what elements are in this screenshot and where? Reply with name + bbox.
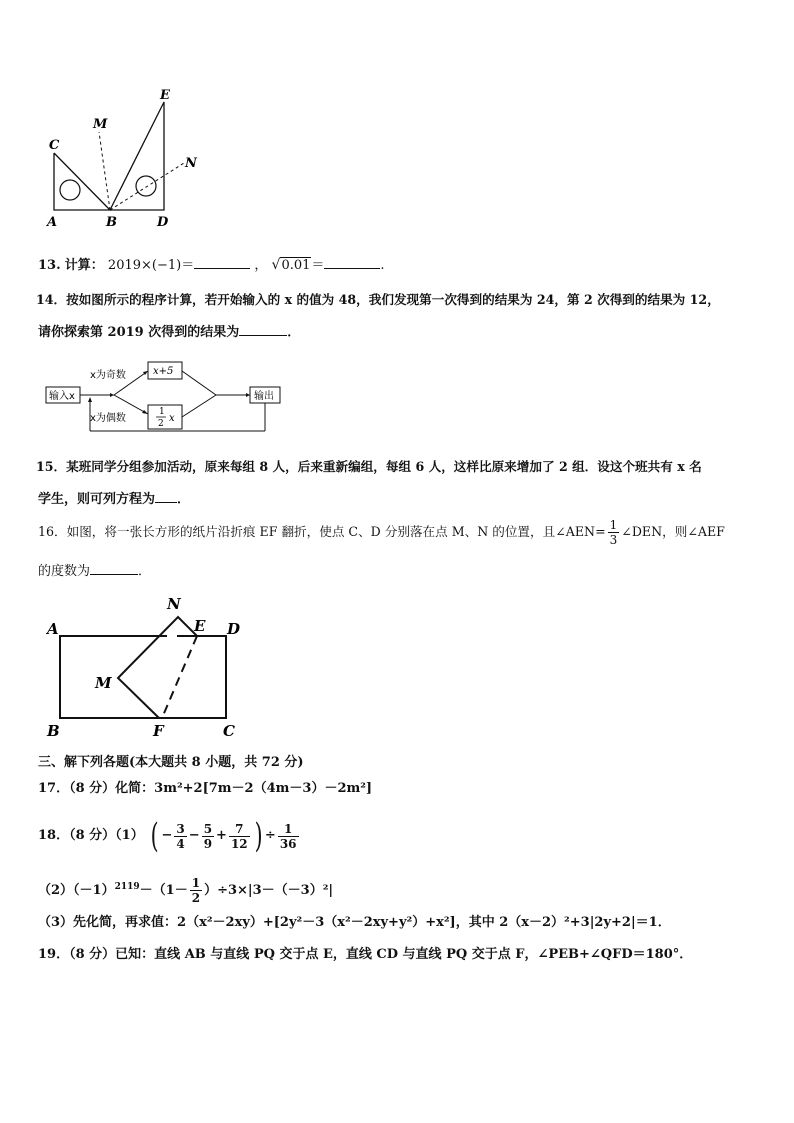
flow-arrowhead-1 <box>110 393 114 397</box>
figure-set-squares <box>44 86 204 232</box>
question-18-part1 <box>38 816 301 857</box>
ray-BM <box>99 132 110 210</box>
q18-op-div: ÷ <box>264 828 276 843</box>
section-3-heading: 三、解下列各题(本大题共 8 小题，共 72 分) <box>38 755 304 770</box>
question-15-line2 <box>38 490 190 509</box>
q18-left-paren: ( <box>150 816 159 856</box>
flow-op2-num: 1 <box>159 407 165 417</box>
label-D: D <box>157 215 169 230</box>
flow-op1-label: x+5 <box>153 366 174 377</box>
q13-blank-1[interactable] <box>194 256 250 269</box>
q18-op-minus: − <box>188 828 200 843</box>
label-N2: N <box>167 595 181 613</box>
q13-sqrt-value: 0.01 <box>281 258 311 273</box>
flow-merge-down <box>182 395 216 417</box>
q18-f3-den: 12 <box>230 836 248 851</box>
question-18-part3: （3）先化简，再求值：2（x²－2xy）+[2y²－3（x²－2xy+y²）+x²]，其中 2（x－2）²+3|2y+2|＝1． <box>38 915 671 930</box>
fold-line-EF <box>162 636 197 718</box>
q18-frac-1 <box>174 822 186 851</box>
q16-blank[interactable] <box>90 562 138 575</box>
label-D2: D <box>227 620 241 638</box>
folded-flap <box>118 617 197 718</box>
q18-p2-c: ）÷3×|3－（－3）²| <box>204 882 334 898</box>
q18-f4-den: 36 <box>279 836 297 851</box>
figure-folded-rectangle <box>42 592 252 742</box>
flow-even-label: x为偶数 <box>90 413 126 424</box>
label-B2: B <box>47 722 60 740</box>
q18-op-plus: + <box>216 828 227 843</box>
flowchart <box>44 358 284 436</box>
question-16-line1 <box>38 518 725 547</box>
q16-end: ． <box>138 564 152 579</box>
label-C2: C <box>223 722 235 740</box>
rectangle-outline <box>60 636 226 718</box>
q14-end: ． <box>287 325 301 340</box>
q18-f2-num: 5 <box>203 821 213 836</box>
q18-f2-den: 9 <box>203 836 213 851</box>
q16-line1-a: 16．如图，将一张长方形的纸片沿折痕 EF 翻折，使点 C、D 分别落在点 M、N 的位置，且∠AEN= <box>38 524 606 539</box>
q18-right-paren: ) <box>254 816 263 856</box>
right-triangle <box>110 102 164 210</box>
q15-blank[interactable] <box>155 490 177 503</box>
q13-sqrt: √0.01 <box>271 257 311 273</box>
q15-line2-text: 学生，则可列方程为 <box>38 492 156 507</box>
left-hole <box>60 180 80 200</box>
q18-frac-2 <box>202 822 214 851</box>
q18-f1-num: 3 <box>176 821 185 836</box>
q18-f1-den: 4 <box>176 836 185 851</box>
flow-arrowhead-out <box>246 393 250 397</box>
q13-end: . <box>380 258 385 273</box>
q18-p2-frac-den: 2 <box>191 891 201 906</box>
question-19: 19．（8 分）已知：直线 AB 与直线 PQ 交于点 E，直线 CD 与直线 PQ 交于点 F，∠PEB+∠QFD＝180°． <box>38 947 693 962</box>
flow-branch-down <box>114 395 148 414</box>
q18-p2-a: （2）（－1） <box>38 882 115 898</box>
q18-f3-num: 7 <box>229 822 250 837</box>
q13-eq: ＝ <box>311 258 325 273</box>
question-14-line1: 14．按如图所示的程序计算，若开始输入的 x 的值为 48，我们发现第一次得到的结果为 24，第 2 次得到的结果为 12， <box>36 292 720 307</box>
label-E2: E <box>194 617 206 635</box>
q18-p1-label: 18．（8 分）（1） <box>38 828 144 843</box>
q13-expr1: 2019×(−1)＝ <box>107 258 195 273</box>
q14-line2-text: 请你探索第 2019 次得到的结果为 <box>38 325 240 340</box>
question-13 <box>38 256 385 275</box>
flow-op2-var: x <box>169 413 175 424</box>
q18-p2-exp: 2119 <box>114 882 140 892</box>
label-M2: M <box>95 674 112 692</box>
label-A2: A <box>47 620 59 638</box>
label-A: A <box>47 215 58 230</box>
label-M: M <box>93 117 108 132</box>
q16-line2-text: 的度数为 <box>38 564 91 579</box>
q18-frac-3 <box>229 822 250 851</box>
q16-line1-b: ∠DEN，则∠AEF <box>621 524 725 539</box>
question-18-part2 <box>38 870 333 908</box>
flow-merge-up <box>182 371 216 395</box>
question-15-line1: 15．某班同学分组参加活动，原来每组 8 人，后来重新编组，每组 6 人，这样比原来增加了 2 组．设这个班共有 x 名 <box>36 459 702 474</box>
q18-p2-frac <box>190 876 202 905</box>
q13-blank-2[interactable] <box>324 256 380 269</box>
label-F2: F <box>153 722 164 740</box>
flow-loop-arrowhead <box>88 397 92 402</box>
q13-number: 13. <box>38 258 61 273</box>
label-E: E <box>160 88 170 103</box>
label-B: B <box>106 215 117 230</box>
question-14-line2 <box>38 323 300 342</box>
q15-end: ． <box>177 492 191 507</box>
q16-frac-den: 3 <box>609 533 618 547</box>
q16-fraction <box>608 518 620 547</box>
flow-odd-label: x为奇数 <box>90 370 126 381</box>
question-16-line2 <box>38 562 151 581</box>
question-17: 17．（8 分）化简：3m²+2[7m－2（4m－3）－2m²] <box>38 781 373 796</box>
q18-p2-b: －（1－ <box>139 882 188 898</box>
flow-op2-den: 2 <box>158 419 164 429</box>
q18-frac-4 <box>278 822 299 851</box>
q14-blank[interactable] <box>239 323 287 336</box>
q18-minus: − <box>161 828 173 843</box>
label-N: N <box>185 156 197 171</box>
q16-frac-num: 1 <box>609 518 618 532</box>
flow-output-label: 输出 <box>254 391 274 402</box>
q18-p2-frac-num: 1 <box>191 876 201 891</box>
left-triangle <box>54 153 110 210</box>
right-hole <box>136 176 156 196</box>
q13-sep: ， <box>254 258 268 273</box>
flow-input-label: 输入x <box>49 391 75 402</box>
q13-prefix: 计算： <box>64 258 104 273</box>
q18-f4-num: 1 <box>278 822 299 837</box>
label-C: C <box>49 138 60 153</box>
